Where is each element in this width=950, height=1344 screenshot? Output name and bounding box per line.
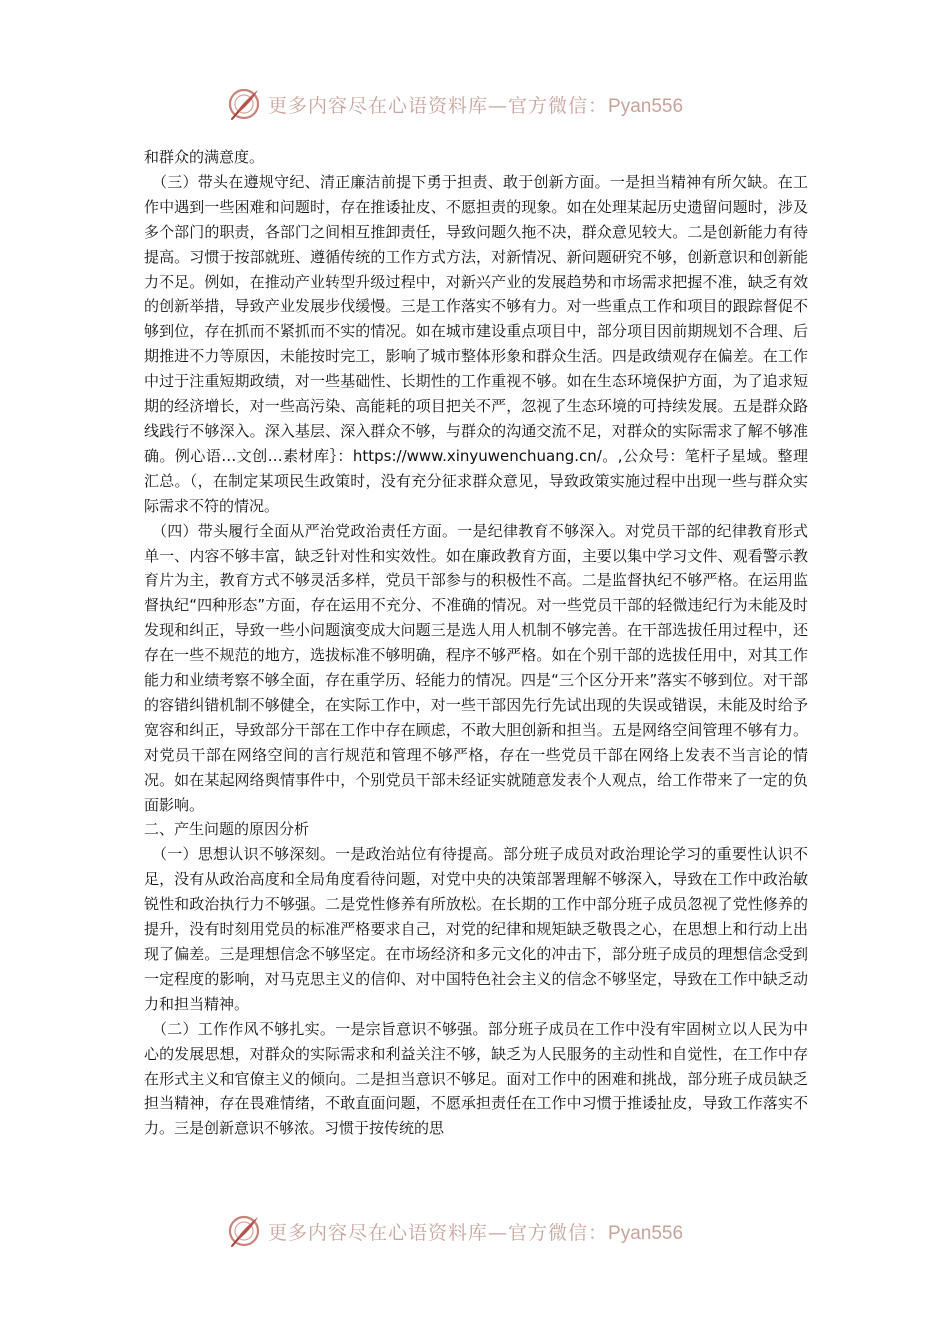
paragraph: （四）带头履行全面从严治党政治责任方面。一是纪律教育不够深入。对党员干部的纪律教育形式单一、内容不够丰富，缺乏针对性和实效性。如在廉政教育方面，主要以集中学习文件、观看警示教育片为主，教育方式不够灵活多样，党员干部参与的积极性不高。二是监督执纪不够严格。在运用监督执纪“四种形态”方面，存在运用不充分、不准确的情况。对一些党员干部的轻微违纪行为未能及时发现和纠正，导致一些小问题演变成大问题三是选人用人机制不够完善。在干部选拔任用过程中，还存在一些不规范的地方，选拔标准不够明确，程序不够严格。如在个别干部的选拔任用中，对其工作能力和业绩考察不够全面，存在重学历、轻能力的情况。四是“三个区分开来”落实不够到位。对干部的容错纠错机制不够健全，在实际工作中，对一些干部因先行先试出现的失误或错误，未能及时给予宽容和纠正，导致部分干部在工作中存在顾虑，不敢大胆创新和担当。五是网络空间管理不够有力。对党员干部在网络空间的言行规范和管理不够严格，存在一些党员干部在网络上发表不当言论的情况。如在某起网络舆情事件中，个别党员干部未经证实就随意发表个人观点，给工作带来了一定的负面影响。: [144, 521, 808, 814]
quill-logo-icon: [226, 86, 262, 122]
paragraph: （一）思想认识不够深刻。一是政治站位有待提高。部分班子成员对政治理论学习的重要性认识不足，没有从政治高度和全局角度看待问题，对党中央的决策部署理解不够深入，导致在工作中政治敏锐性和政治执行力不够强。二是党性修养有所放松。在长期的工作中部分班子成员忽视了党性修养的提升，没有时刻用党员的标准严格要求自己，对党的纪律和规矩缺乏敬畏之心，在思想上和行动上出现了偏差。三是理想信念不够坚定。在市场经济和多元文化的冲击下，部分班子成员的理想信念受到一定程度的影响，对马克思主义的信仰、对中国特色社会主义的信念不够坚定，导致在工作中缺乏动力和担当精神。: [144, 845, 808, 1013]
banner-wechat-id: Pyan556: [608, 1222, 684, 1244]
banner-wechat-id: Pyan556: [608, 95, 684, 117]
banner-title: 更多内容尽在心语资料库—官方微信：: [268, 1221, 609, 1244]
banner-text: [268, 1218, 683, 1245]
section-heading: 二、产生问题的原因分析: [144, 820, 310, 839]
document-body: [144, 145, 808, 1141]
paragraph: （二）工作作风不够扎实。一是宗旨意识不够强。部分班子成员在工作中没有牢固树立以人民为中心的发展思想，对群众的实际需求和利益关注不够，缺乏为人民服务的主动性和自觉性，在工作中存在形式主义和官僚主义的倾向。二是担当意识不够足。面对工作中的困难和挑战，部分班子成员缺乏担当精神，存在畏难情绪，不敢直面问题，不愿承担责任在工作中习惯于推诿扯皮，导致工作落实不力。三是创新意识不够浓。习惯于按传统的思: [144, 1019, 808, 1138]
header-banner: [226, 84, 726, 124]
footer-banner: [226, 1211, 726, 1251]
banner-title: 更多内容尽在心语资料库—官方微信：: [268, 94, 609, 117]
paragraph: （三）带头在遵规守纪、清正廉洁前提下勇于担责、敢于创新方面。一是担当精神有所欠缺。在工作中遇到一些困难和问题时，存在推诿扯皮、不愿担责的现象。如在处理某起历史遗留问题时，涉及多个部门的职责，各部门之间相互推卸责任，导致问题久拖不决，群众意见较大。二是创新能力有待提高。习惯于按部就班、遵循传统的工作方式方法，对新情况、新问题研究不够，创新意识和创新能力不足。例如，在推动产业转型升级过程中，对新兴产业的发展趋势和市场需求把握不准，缺乏有效的创新举措，导致产业发展步伐缓慢。三是工作落实不够有力。对一些重点工作和项目的跟踪督促不够到位，存在抓而不紧抓而不实的情况。如在城市建设重点项目中，部分项目因前期规划不合理、后期推进不力等原因，未能按时完工，影响了城市整体形象和群众生活。四是政绩观存在偏差。在工作中过于注重短期政绩，对一些基础性、长期性的工作重视不够。如在生态环境保护方面，为了追求短期的经济增长，对一些高污染、高能耗的项目把关不严，忽视了生态环境的可持续发展。五是群众路线践行不够深入。深入基层、深入群众不够，与群众的沟通交流不足，对群众的实际需求了解不够准确。例心语…文创…素材库｝：https://www.xinyuwenchuang.cn/。,公众号：笔杆子星域。整理汇总。（，在制定某项民生政策时，没有充分征求群众意见，导致政策实施过程中出现一些与群众实际需求不符的情况。: [144, 172, 808, 515]
quill-logo-icon: [226, 1213, 262, 1249]
banner-text: [268, 91, 683, 118]
paragraph: 和群众的满意度。: [144, 148, 265, 166]
